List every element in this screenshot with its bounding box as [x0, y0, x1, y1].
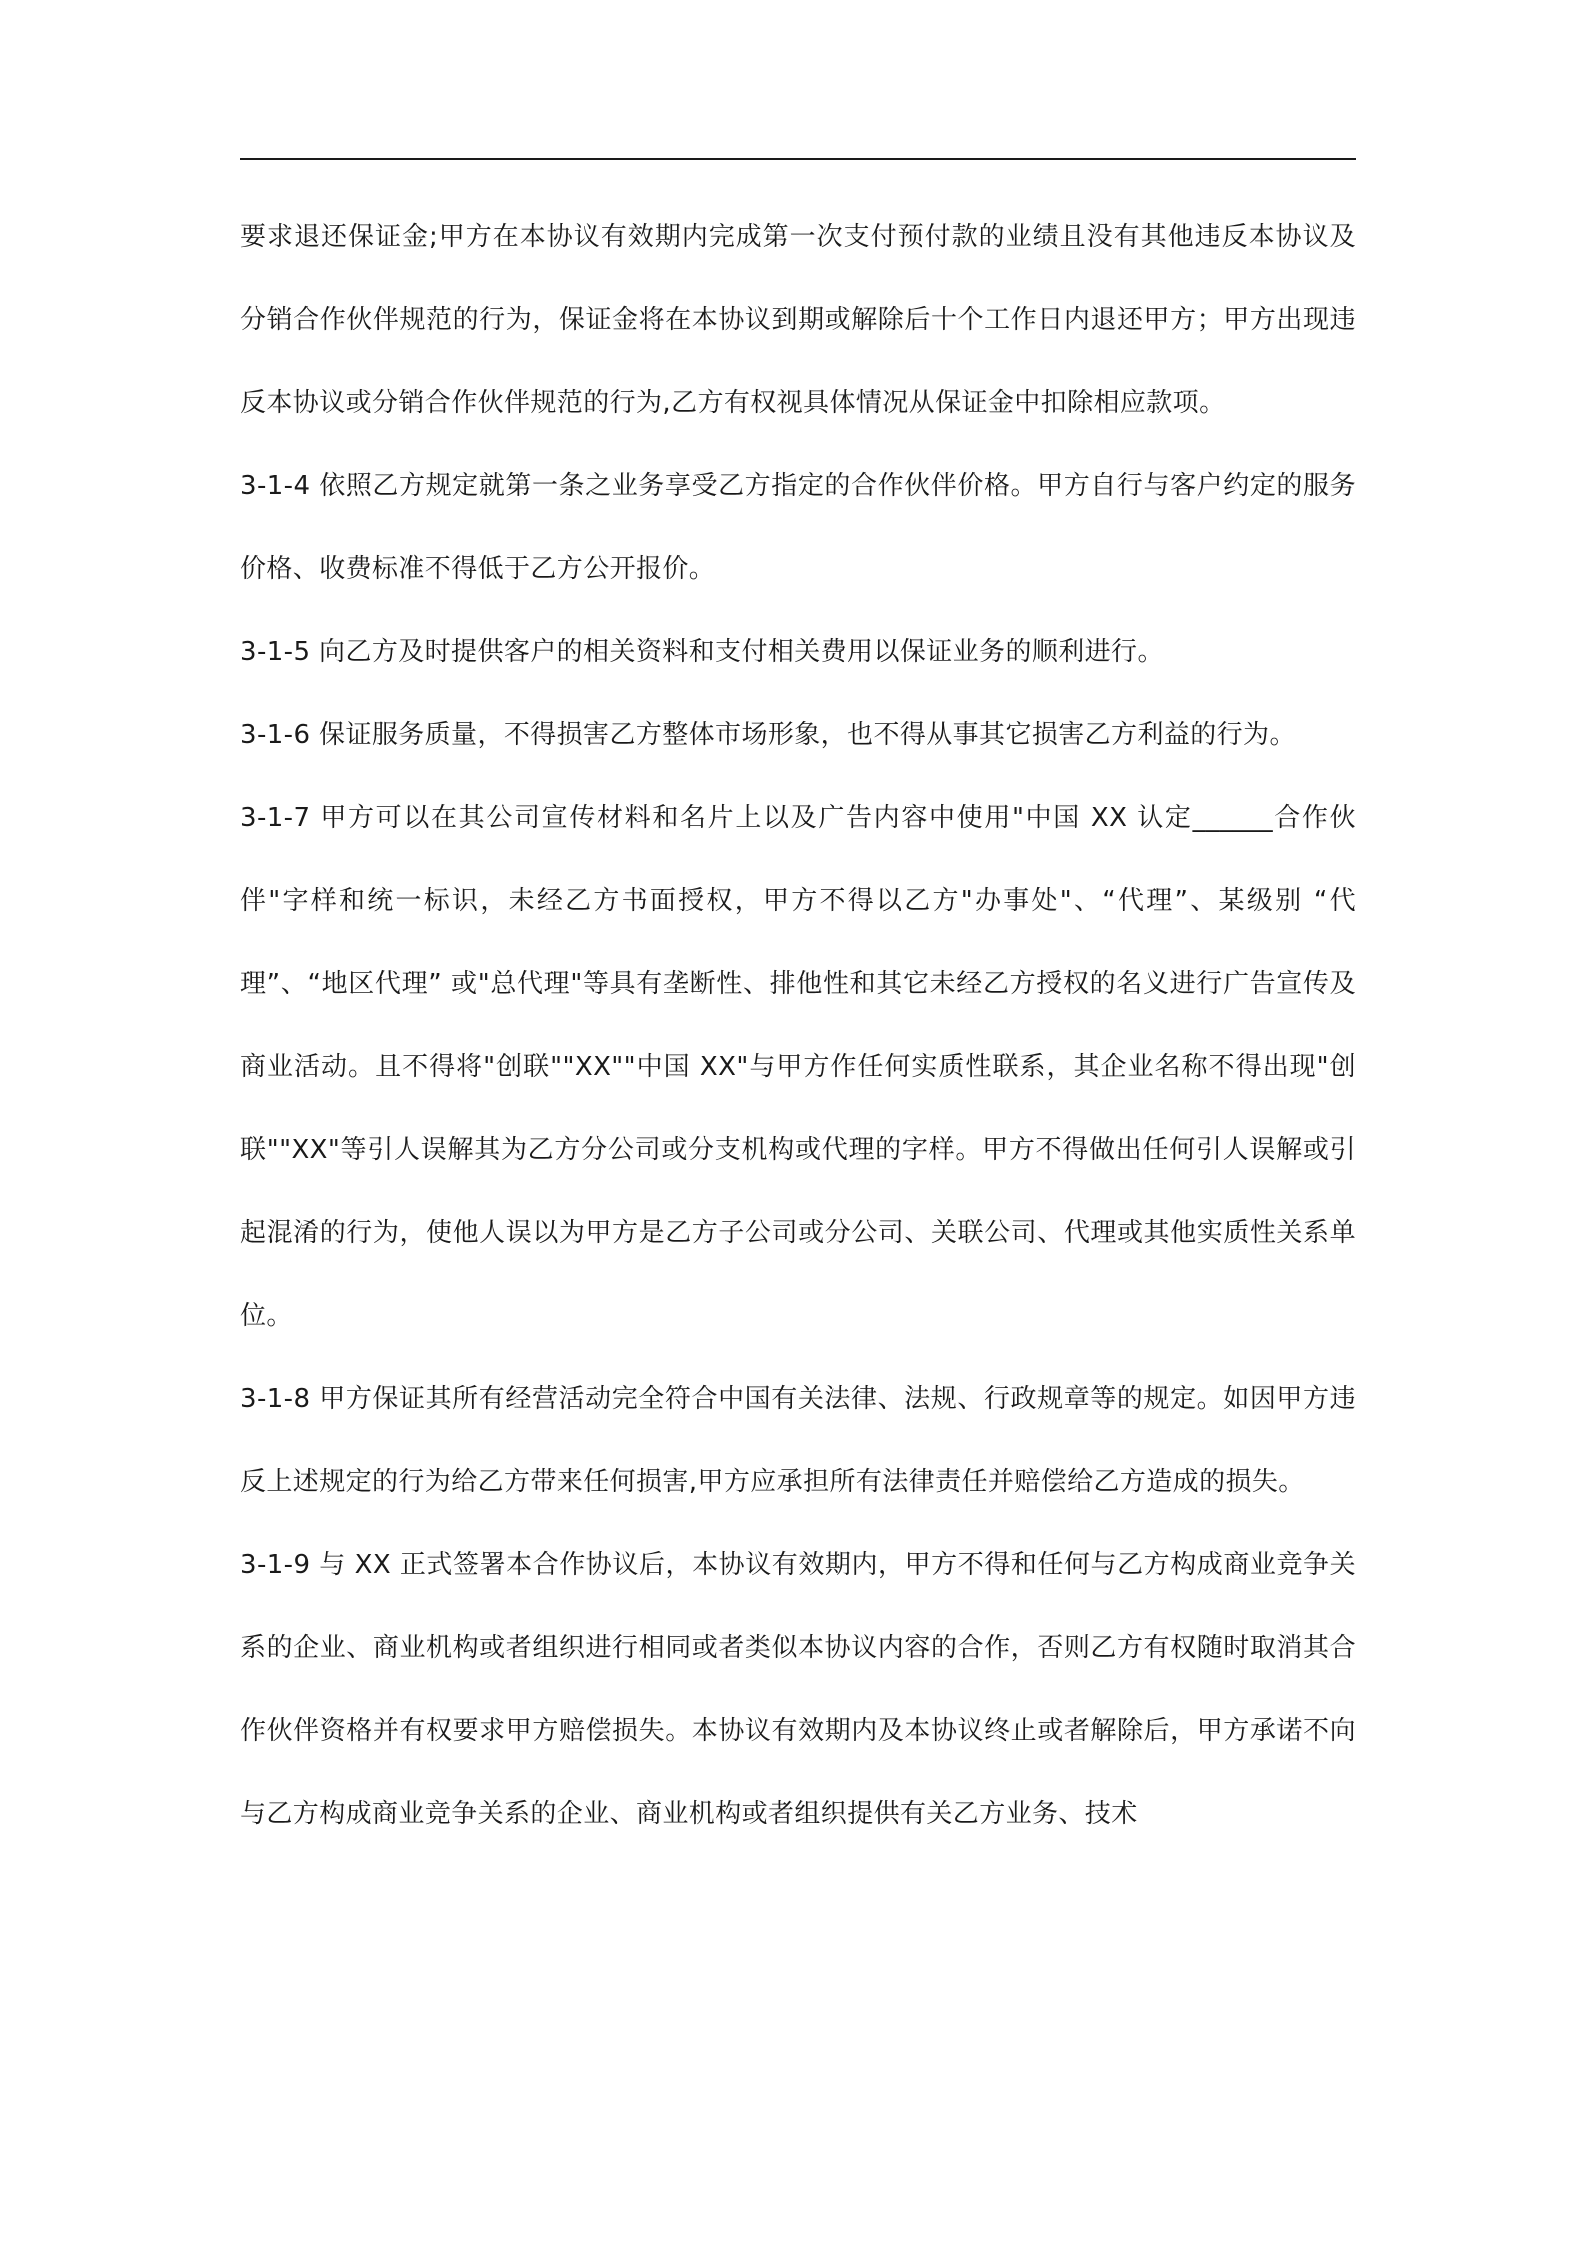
paragraph-3-1-5: 3-1-5 向乙方及时提供客户的相关资料和支付相关费用以保证业务的顺利进行。: [240, 637, 1164, 667]
paragraph-deposit-refund: 要求退还保证金;甲方在本协议有效期内完成第一次支付预付款的业绩且没有其他违反本协议及分销合作伙伴规范的行为，保证金将在本协议到期或解除后十个工作日内退还甲方；甲方出现违反本协议或分销合作伙伴规范的行为,乙方有权视具体情况从保证金中扣除相应款项。: [240, 222, 1356, 418]
paragraph-3-1-4: 3-1-4 依照乙方规定就第一条之业务享受乙方指定的合作伙伴价格。甲方自行与客户约定的服务价格、收费标准不得低于乙方公开报价。: [240, 471, 1356, 584]
document-body: [240, 196, 1356, 1856]
paragraph-3-1-8: 3-1-8 甲方保证其所有经营活动完全符合中国有关法律、法规、行政规章等的规定。如因甲方违反上述规定的行为给乙方带来任何损害,甲方应承担所有法律责任并赔偿给乙方造成的损失。: [240, 1384, 1356, 1497]
header-rule: [240, 158, 1356, 160]
paragraph-3-1-9: 3-1-9 与 XX 正式签署本合作协议后，本协议有效期内，甲方不得和任何与乙方构成商业竞争关系的企业、商业机构或者组织进行相同或者类似本协议内容的合作，否则乙方有权随时取消其合作伙伴资格并有权要求甲方赔偿损失。本协议有效期内及本协议终止或者解除后，甲方承诺不向与乙方构成商业竞争关系的企业、商业机构或者组织提供有关乙方业务、技术: [240, 1550, 1356, 1829]
paragraph-3-1-7: 3-1-7 甲方可以在其公司宣传材料和名片上以及广告内容中使用"中国 XX 认定______合作伙伴"字样和统一标识，未经乙方书面授权，甲方不得以乙方"办事处"、“代理”、某级别 “代理”、“地区代理” 或"总代理"等具有垄断性、排他性和其它未经乙方授权的名义进行广告宣传及商业活动。且不得将"创联""XX""中国 XX"与甲方作任何实质性联系，其企业名称不得出现"创联""XX"等引人误解其为乙方分公司或分支机构或代理的字样。甲方不得做出任何引人误解或引起混淆的行为，使他人误以为甲方是乙方子公司或分公司、关联公司、代理或其他实质性关系单位。: [240, 803, 1356, 1331]
paragraph-3-1-6: 3-1-6 保证服务质量，不得损害乙方整体市场形象，也不得从事其它损害乙方利益的行为。: [240, 720, 1296, 750]
